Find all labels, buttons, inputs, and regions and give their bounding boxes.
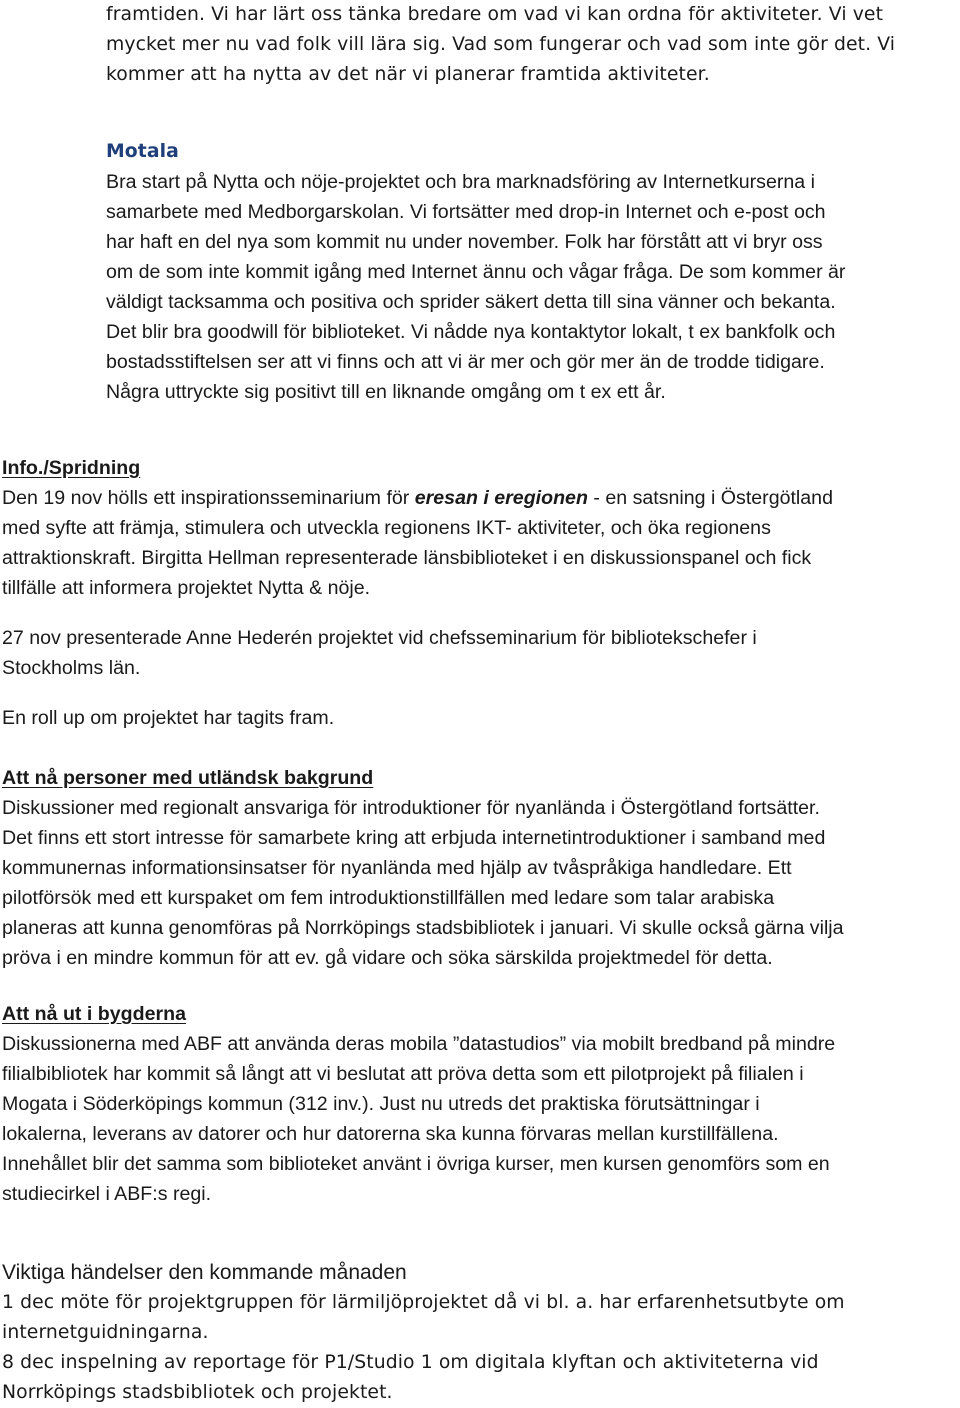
info-emphasis-text: eresan i eregionen [414,487,588,509]
bygderna-line: Innehållet blir det samma som biblioteket använt i övriga kurser, men kursen genomförs som en [2,1153,830,1175]
info-line [2,483,960,513]
motala-heading: Motala [106,141,179,162]
info-emphasis [415,487,588,509]
info-paragraph-2 [0,623,960,683]
utlandsk-line: Det finns ett stort intresse för samarbete kring att erbjuda internetintroduktioner i samband med [2,827,826,849]
motala-line: har haft en del nya som kommit nu under november. Folk har förstått att vi bryr oss [106,231,823,253]
events-list [0,1288,960,1408]
motala-line: om de som inte kommit igång med Internet ännu och vågar fråga. De som kommer är [106,261,846,283]
info-line: tillfälle att informera projektet Nytta & nöje. [2,577,371,599]
utlandsk-heading: Att nå personer med utländsk bakgrund [2,767,374,789]
motala-paragraph [0,167,960,407]
info-line: En roll up om projektet har tagits fram. [2,707,335,729]
events-line: internetguidningarna. [2,1322,209,1343]
intro-line: kommer att ha nytta av det när vi planerar framtida aktiviteter. [106,64,710,85]
events-line: 8 dec inspelning av reportage för P1/Studio 1 om digitala klyftan och aktiviteterna vid [2,1352,819,1373]
utlandsk-line: Diskussioner med regionalt ansvariga för introduktioner för nyanlända i Östergötland fortsätter. [2,797,820,819]
info-line: 27 nov presenterade Anne Hederén projektet vid chefsseminarium för bibliotekschefer i [2,627,757,649]
bygderna-line: Mogata i Söderköpings kommun (312 inv.). Just nu utreds det praktiska förutsättningar i [2,1093,760,1115]
info-line: attraktionskraft. Birgitta Hellman representerade länsbiblioteket i en diskussionspanel och fick [2,547,812,569]
intro-line: mycket mer nu vad folk vill lära sig. Vad som fungerar och vad som inte gör det. Vi [106,34,896,55]
motala-line: samarbete med Medborgarskolan. Vi fortsätter med drop-in Internet och e-post och [106,201,826,223]
info-heading: Info./Spridning [2,457,141,479]
motala-section [0,137,960,167]
bygderna-line: filialbibliotek har kommit så långt att vi beslutat att pröva detta som ett pilotprojekt på filialen i [2,1063,804,1085]
bygderna-line: lokalerna, leverans av datorer och hur datorerna ska kunna förvaras mellan kurstillfällena. [2,1123,779,1145]
events-heading: Viktiga händelser den kommande månaden [2,1261,407,1284]
bygderna-line: Diskussionerna med ABF att använda deras mobila ”datastudios” via mobilt bredband på mindre [2,1033,836,1055]
bygderna-line: studiecirkel i ABF:s regi. [2,1183,212,1205]
utlandsk-line: pröva i en mindre kommun för att ev. gå vidare och söka särskilda projektmedel för detta. [2,947,773,969]
utlandsk-line: pilotförsök med ett kurspaket om fem introduktionstillfällen med ledare som talar arabiska [2,887,775,909]
events-line: Norrköpings stadsbibliotek och projektet. [2,1382,393,1403]
bygderna-heading: Att nå ut i bygderna [2,1003,186,1025]
events-section [0,1258,960,1288]
info-section [0,453,960,603]
info-text: Den 19 nov hölls ett inspirationsseminarium för [2,487,415,509]
info-line: Stockholms län. [2,657,141,679]
motala-line: väldigt tacksamma och positiva och sprider säkert detta till sina vänner och bekanta. [106,291,836,313]
info-line: med syfte att främja, stimulera och utveckla regionens IKT- aktiviteter, och öka regionens [2,517,771,539]
utlandsk-section [0,763,960,973]
motala-line: bostadsstiftelsen ser att vi finns och att vi är mer och gör mer än de trodde tidigare. [106,351,825,373]
info-text: - en satsning i Östergötland [587,487,833,509]
utlandsk-line: kommunernas informationsinsatser för nyanlända med hjälp av tvåspråkiga handledare. Ett [2,857,792,879]
intro-line: framtiden. Vi har lärt oss tänka bredare om vad vi kan ordna för aktiviteter. Vi vet [106,4,884,25]
utlandsk-line: planeras att kunna genomföras på Norrköpings stadsbibliotek i januari. Vi skulle också gärna vilja [2,917,844,939]
motala-line: Några uttryckte sig positivt till en liknande omgång om t ex ett år. [106,381,666,403]
bygderna-section [0,999,960,1209]
motala-line: Det blir bra goodwill för biblioteket. Vi nådde nya kontaktytor lokalt, t ex bankfolk och [106,321,836,343]
motala-line: Bra start på Nytta och nöje-projektet och bra marknadsföring av Internetkurserna i [106,171,815,193]
events-line: 1 dec möte för projektgruppen för lärmiljöprojektet då vi bl. a. har erfarenhetsutbyte om [2,1292,845,1313]
info-paragraph-3 [0,703,960,733]
intro-paragraph [0,0,960,90]
